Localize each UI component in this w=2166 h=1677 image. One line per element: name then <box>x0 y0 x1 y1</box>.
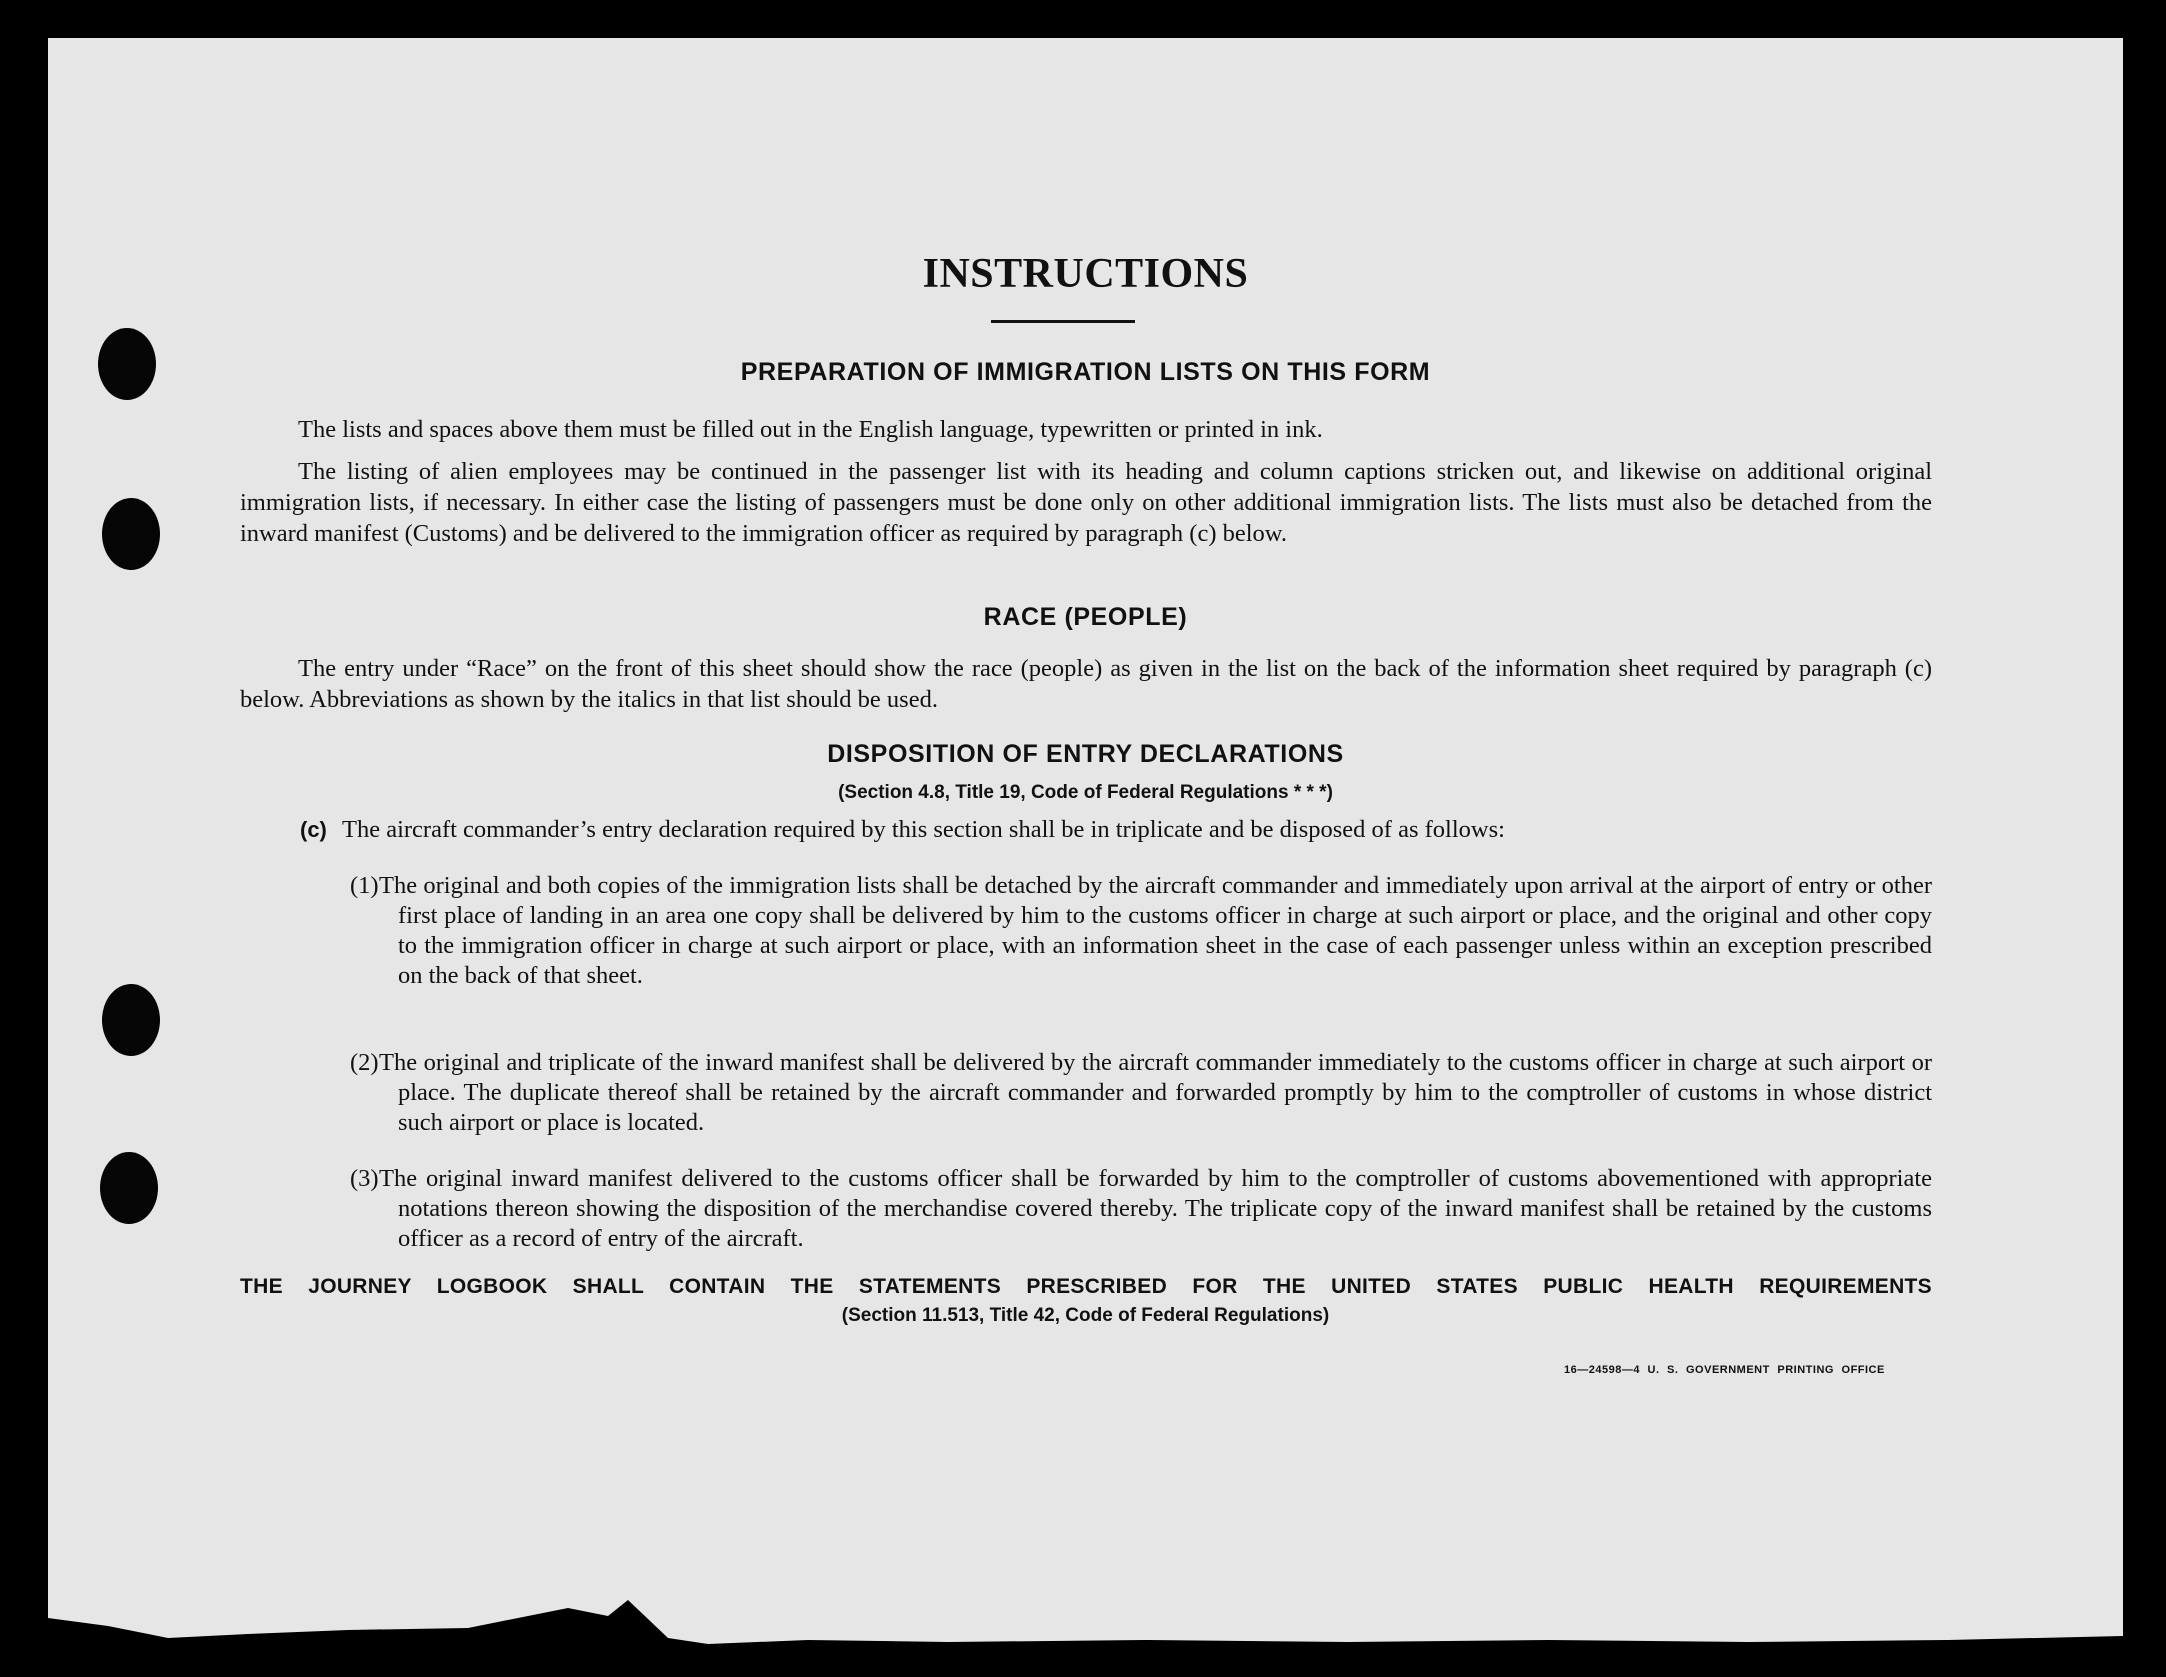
torn-edge <box>48 1578 2123 1648</box>
list-item-2-text: The original and triplicate of the inward manifest shall be delivered by the aircraft commander immediately to the customs officer in charge at such airport or place. The duplicate thereof shall be retained by the aircraft commander and forwarded promptly by him to the comptroller of customs in whose district such airport or place is located. <box>379 1049 1932 1136</box>
list-item-3-label: (3) <box>350 1165 379 1192</box>
punch-hole-lower-middle <box>102 984 160 1056</box>
list-item-1-text: The original and both copies of the immigration lists shall be detached by the aircraft commander and immediately upon arrival at the airport of entry or other first place of landing in an area one copy shall be delivered by him to the customs officer in charge at such airport or place, and the original and other copy to the immigration officer in charge at such airport or place, with an information sheet in the case of each passenger unless within an exception prescribed on the back of that sheet. <box>379 872 1932 989</box>
title-underline <box>991 320 1135 323</box>
journey-logbook-statement: THE JOURNEY LOGBOOK SHALL CONTAIN THE STATEMENTS PRESCRIBED FOR THE UNITED STATES PUBLIC HEALTH REQUIREMENTS <box>240 1275 1932 1298</box>
paragraph-c-text: The aircraft commander’s entry declaration required by this section shall be in triplicate and be disposed of as follows: <box>342 816 1505 843</box>
page-title: INSTRUCTIONS <box>922 251 1249 297</box>
list-item-3-text: The original inward manifest delivered to the customs officer shall be forwarded by him to the comptroller of customs abovementioned with appropriate notations thereon showing the disposition of the merchandise covered thereby. The triplicate copy of the inward manifest shall be retained by the customs officer as a record of entry of the aircraft. <box>379 1165 1932 1252</box>
printing-office-code: 16—24598—4 U. S. GOVERNMENT PRINTING OFFICE <box>1564 1364 1885 1376</box>
document-page <box>48 38 2123 1648</box>
section-heading-preparation: PREPARATION OF IMMIGRATION LISTS ON THIS FORM <box>740 358 1431 386</box>
punch-hole-upper-middle <box>102 498 160 570</box>
list-item-1-label: (1) <box>350 872 379 899</box>
punch-hole-bottom <box>100 1152 158 1224</box>
paragraph-c-label: (c) <box>300 817 327 842</box>
disposition-citation: (Section 4.8, Title 19, Code of Federal Regulations * * *) <box>838 782 1333 803</box>
paragraph-alien-employees: The listing of alien employees may be continued in the passenger list with its heading and column captions stricken out, and likewise on additional original immigration lists, if necessary. In either case the listing of passengers must be done only on other additional immigration lists. The lists must also be detached from the inward manifest (Customs) and be delivered to the immigration officer as required by paragraph (c) below. <box>240 458 1932 547</box>
section-heading-disposition: DISPOSITION OF ENTRY DECLARATIONS <box>827 740 1344 768</box>
section-heading-race: RACE (PEOPLE) <box>983 603 1188 631</box>
list-item-2-label: (2) <box>350 1049 379 1076</box>
journey-logbook-citation: (Section 11.513, Title 42, Code of Federal Regulations) <box>841 1305 1330 1326</box>
paragraph-race: The entry under “Race” on the front of this sheet should show the race (people) as given in the list on the back of the information sheet required by paragraph (c) below. Abbreviations as shown by the italics in that list should be used. <box>240 655 1932 713</box>
paragraph-language: The lists and spaces above them must be filled out in the English language, typewritten or printed in ink. <box>298 416 1323 443</box>
